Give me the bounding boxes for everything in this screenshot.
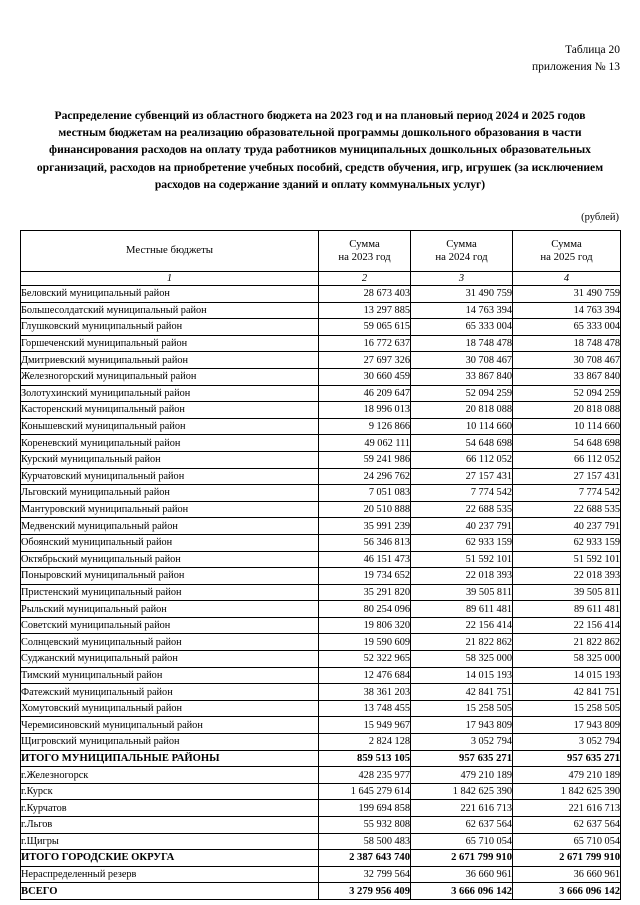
row-value-y1: 7 051 083 <box>319 485 411 502</box>
table-row <box>21 385 621 402</box>
row-value-y3: 65 710 054 <box>513 833 621 850</box>
column-header-2023 <box>319 231 411 272</box>
row-value-y1: 52 322 965 <box>319 651 411 668</box>
column-header-2025-line1: Сумма <box>551 237 582 250</box>
row-label: г.Щигры <box>21 833 319 850</box>
row-label: г.Железногорск <box>21 767 319 784</box>
column-number-row <box>21 272 621 286</box>
table-row <box>21 418 621 435</box>
row-label: Большесолдатский муниципальный район <box>21 302 319 319</box>
row-value-y3: 20 818 088 <box>513 402 621 419</box>
row-label: Глушковский муниципальный район <box>21 319 319 336</box>
column-header-2024-line2: на 2024 год <box>435 251 488 263</box>
row-label: Мантуровский муниципальный район <box>21 501 319 518</box>
row-value-y1: 16 772 637 <box>319 335 411 352</box>
row-value-y1: 2 387 643 740 <box>319 850 411 867</box>
row-value-y1: 32 799 564 <box>319 866 411 883</box>
table-row <box>21 783 621 800</box>
row-value-y1: 35 291 820 <box>319 584 411 601</box>
row-label: Октябрьский муниципальный район <box>21 551 319 568</box>
table-row <box>21 667 621 684</box>
row-value-y3: 66 112 052 <box>513 451 621 468</box>
row-value-y2: 66 112 052 <box>411 451 513 468</box>
row-label: Курский муниципальный район <box>21 451 319 468</box>
row-value-y1: 1 645 279 614 <box>319 783 411 800</box>
table-row <box>21 651 621 668</box>
row-value-y2: 39 505 811 <box>411 584 513 601</box>
table-row <box>21 817 621 834</box>
row-label: Фатежский муниципальный район <box>21 684 319 701</box>
row-value-y1: 9 126 866 <box>319 418 411 435</box>
row-value-y2: 65 333 004 <box>411 319 513 336</box>
row-value-y2: 30 708 467 <box>411 352 513 369</box>
row-value-y3: 10 114 660 <box>513 418 621 435</box>
row-label: Горшеченский муниципальный район <box>21 335 319 352</box>
row-value-y1: 428 235 977 <box>319 767 411 784</box>
row-value-y1: 13 297 885 <box>319 302 411 319</box>
table-row <box>21 451 621 468</box>
row-value-y2: 21 822 862 <box>411 634 513 651</box>
row-value-y2: 2 671 799 910 <box>411 850 513 867</box>
column-number-3: 3 <box>411 272 513 286</box>
row-value-y2: 58 325 000 <box>411 651 513 668</box>
row-label: Тимский муниципальный район <box>21 667 319 684</box>
row-value-y3: 39 505 811 <box>513 584 621 601</box>
row-label: г.Курчатов <box>21 800 319 817</box>
row-value-y3: 22 688 535 <box>513 501 621 518</box>
table-row <box>21 319 621 336</box>
table-row <box>21 518 621 535</box>
table-row <box>21 800 621 817</box>
row-value-y3: 18 748 478 <box>513 335 621 352</box>
row-value-y1: 28 673 403 <box>319 286 411 303</box>
row-value-y2: 14 015 193 <box>411 667 513 684</box>
row-value-y2: 7 774 542 <box>411 485 513 502</box>
row-label: Пристенский муниципальный район <box>21 584 319 601</box>
row-value-y1: 46 209 647 <box>319 385 411 402</box>
table-row <box>21 700 621 717</box>
column-header-name-label: Местные бюджеты <box>125 244 214 257</box>
row-value-y1: 27 697 326 <box>319 352 411 369</box>
row-label: Советский муниципальный район <box>21 617 319 634</box>
column-header-2025-line2: на 2025 год <box>540 251 593 263</box>
budget-table <box>20 230 621 900</box>
row-value-y3: 22 018 393 <box>513 568 621 585</box>
row-value-y3: 27 157 431 <box>513 468 621 485</box>
row-value-y2: 52 094 259 <box>411 385 513 402</box>
table-row <box>21 684 621 701</box>
row-value-y3: 58 325 000 <box>513 651 621 668</box>
row-label: Нераспределенный резерв <box>21 866 319 883</box>
table-row <box>21 302 621 319</box>
page-title: Распределение субвенций из областного бюджета на 2023 год и на плановый период 2024 и 2025 годов местным бюджетам на реализацию образовательной программы дошкольного образования в части финансирования расходов на оплату труда работников муниципальных дошкольных образовательных организаций, расходов на приобретение учебных пособий, средств обучения, игр, игрушек (за исключением расходов на содержание зданий и оплату коммунальных услуг) <box>36 109 604 191</box>
row-label: Конышевский муниципальный район <box>21 418 319 435</box>
row-value-y1: 30 660 459 <box>319 368 411 385</box>
row-value-y1: 59 241 986 <box>319 451 411 468</box>
row-value-y3: 22 156 414 <box>513 617 621 634</box>
row-value-y2: 36 660 961 <box>411 866 513 883</box>
row-label: Медвенский муниципальный район <box>21 518 319 535</box>
row-label: Курчатовский муниципальный район <box>21 468 319 485</box>
row-value-y2: 33 867 840 <box>411 368 513 385</box>
row-value-y1: 80 254 096 <box>319 601 411 618</box>
row-label: Хомутовский муниципальный район <box>21 700 319 717</box>
row-value-y2: 1 842 625 390 <box>411 783 513 800</box>
row-value-y3: 17 943 809 <box>513 717 621 734</box>
row-label: ИТОГО МУНИЦИПАЛЬНЫЕ РАЙОНЫ <box>21 750 319 767</box>
appendix-number: приложения № 13 <box>532 61 620 73</box>
row-label: Золотухинский муниципальный район <box>21 385 319 402</box>
row-value-y2: 957 635 271 <box>411 750 513 767</box>
row-value-y2: 221 616 713 <box>411 800 513 817</box>
row-value-y2: 20 818 088 <box>411 402 513 419</box>
table-row <box>21 501 621 518</box>
row-value-y2: 40 237 791 <box>411 518 513 535</box>
row-value-y2: 17 943 809 <box>411 717 513 734</box>
column-header-2024 <box>411 231 513 272</box>
table-row <box>21 601 621 618</box>
row-value-y2: 3 666 096 142 <box>411 883 513 900</box>
table-body <box>21 286 621 900</box>
table-row <box>21 767 621 784</box>
table-row <box>21 286 621 303</box>
table-row <box>21 435 621 452</box>
row-value-y1: 56 346 813 <box>319 534 411 551</box>
row-label: Поныровский муниципальный район <box>21 568 319 585</box>
row-value-y3: 14 015 193 <box>513 667 621 684</box>
row-label: Черемисиновский муниципальный район <box>21 717 319 734</box>
row-label: Обоянский муниципальный район <box>21 534 319 551</box>
row-label: ВСЕГО <box>21 883 319 900</box>
row-label: г.Льгов <box>21 817 319 834</box>
row-value-y2: 62 637 564 <box>411 817 513 834</box>
table-row <box>21 850 621 867</box>
table-row <box>21 468 621 485</box>
row-value-y1: 20 510 888 <box>319 501 411 518</box>
row-value-y3: 89 611 481 <box>513 601 621 618</box>
row-value-y2: 51 592 101 <box>411 551 513 568</box>
table-head <box>21 231 621 286</box>
row-label: Кореневский муниципальный район <box>21 435 319 452</box>
row-value-y1: 19 734 652 <box>319 568 411 585</box>
row-value-y3: 479 210 189 <box>513 767 621 784</box>
table-row <box>21 402 621 419</box>
row-value-y3: 33 867 840 <box>513 368 621 385</box>
row-value-y3: 62 933 159 <box>513 534 621 551</box>
row-value-y3: 3 052 794 <box>513 734 621 751</box>
units-note: (рублей) <box>581 212 619 223</box>
table-number: Таблица 20 <box>565 44 620 56</box>
column-number-1: 1 <box>21 272 319 286</box>
column-header-2024-line1: Сумма <box>446 237 477 250</box>
row-value-y2: 3 052 794 <box>411 734 513 751</box>
row-value-y3: 15 258 505 <box>513 700 621 717</box>
table-row <box>21 335 621 352</box>
table-row <box>21 883 621 900</box>
row-value-y3: 3 666 096 142 <box>513 883 621 900</box>
row-value-y2: 22 018 393 <box>411 568 513 585</box>
row-value-y3: 2 671 799 910 <box>513 850 621 867</box>
column-number-4: 4 <box>513 272 621 286</box>
row-label: Суджанский муниципальный район <box>21 651 319 668</box>
row-value-y3: 957 635 271 <box>513 750 621 767</box>
row-value-y1: 24 296 762 <box>319 468 411 485</box>
row-value-y2: 89 611 481 <box>411 601 513 618</box>
row-value-y2: 62 933 159 <box>411 534 513 551</box>
row-value-y3: 30 708 467 <box>513 352 621 369</box>
row-label: Льговский муниципальный район <box>21 485 319 502</box>
table-row <box>21 617 621 634</box>
row-value-y2: 22 156 414 <box>411 617 513 634</box>
row-value-y1: 59 065 615 <box>319 319 411 336</box>
table-row <box>21 750 621 767</box>
column-header-2025 <box>513 231 621 272</box>
table-row <box>21 485 621 502</box>
row-value-y3: 62 637 564 <box>513 817 621 834</box>
row-value-y2: 14 763 394 <box>411 302 513 319</box>
column-header-2023-line1: Сумма <box>349 237 380 250</box>
row-value-y1: 55 932 808 <box>319 817 411 834</box>
row-value-y2: 479 210 189 <box>411 767 513 784</box>
row-value-y1: 49 062 111 <box>319 435 411 452</box>
table-row <box>21 368 621 385</box>
row-value-y2: 27 157 431 <box>411 468 513 485</box>
row-value-y1: 19 806 320 <box>319 617 411 634</box>
row-value-y3: 7 774 542 <box>513 485 621 502</box>
row-value-y2: 65 710 054 <box>411 833 513 850</box>
row-value-y1: 38 361 203 <box>319 684 411 701</box>
row-value-y1: 199 694 858 <box>319 800 411 817</box>
row-value-y2: 54 648 698 <box>411 435 513 452</box>
row-value-y1: 58 500 483 <box>319 833 411 850</box>
row-value-y2: 22 688 535 <box>411 501 513 518</box>
row-value-y1: 35 991 239 <box>319 518 411 535</box>
row-value-y2: 31 490 759 <box>411 286 513 303</box>
row-value-y2: 15 258 505 <box>411 700 513 717</box>
row-label: Железногорский муниципальный район <box>21 368 319 385</box>
budget-table-wrapper <box>20 230 620 900</box>
row-value-y1: 15 949 967 <box>319 717 411 734</box>
table-row <box>21 866 621 883</box>
row-value-y3: 36 660 961 <box>513 866 621 883</box>
row-value-y3: 51 592 101 <box>513 551 621 568</box>
row-value-y1: 2 824 128 <box>319 734 411 751</box>
row-label: Рыльский муниципальный район <box>21 601 319 618</box>
row-label: Солнцевский муниципальный район <box>21 634 319 651</box>
table-row <box>21 833 621 850</box>
row-value-y3: 54 648 698 <box>513 435 621 452</box>
row-value-y3: 42 841 751 <box>513 684 621 701</box>
row-value-y1: 18 996 013 <box>319 402 411 419</box>
column-header-2023-line2: на 2023 год <box>338 251 391 263</box>
row-value-y3: 52 094 259 <box>513 385 621 402</box>
row-value-y3: 65 333 004 <box>513 319 621 336</box>
row-label: Беловский муниципальный район <box>21 286 319 303</box>
table-row <box>21 352 621 369</box>
row-value-y1: 19 590 609 <box>319 634 411 651</box>
row-label: ИТОГО ГОРОДСКИЕ ОКРУГА <box>21 850 319 867</box>
row-value-y2: 18 748 478 <box>411 335 513 352</box>
row-value-y3: 40 237 791 <box>513 518 621 535</box>
row-value-y1: 12 476 684 <box>319 667 411 684</box>
row-value-y1: 859 513 105 <box>319 750 411 767</box>
row-value-y3: 221 616 713 <box>513 800 621 817</box>
table-row <box>21 551 621 568</box>
header-row <box>21 231 621 272</box>
row-label: Касторенский муниципальный район <box>21 402 319 419</box>
row-value-y2: 10 114 660 <box>411 418 513 435</box>
row-label: Щигровский муниципальный район <box>21 734 319 751</box>
column-header-name <box>21 231 319 272</box>
table-row <box>21 568 621 585</box>
row-value-y1: 13 748 455 <box>319 700 411 717</box>
row-value-y1: 3 279 956 409 <box>319 883 411 900</box>
row-label: Дмитриевский муниципальный район <box>21 352 319 369</box>
table-row <box>21 717 621 734</box>
table-row <box>21 534 621 551</box>
row-value-y3: 14 763 394 <box>513 302 621 319</box>
column-number-2: 2 <box>319 272 411 286</box>
table-row <box>21 634 621 651</box>
table-row <box>21 734 621 751</box>
row-label: г.Курск <box>21 783 319 800</box>
row-value-y2: 42 841 751 <box>411 684 513 701</box>
row-value-y1: 46 151 473 <box>319 551 411 568</box>
row-value-y3: 1 842 625 390 <box>513 783 621 800</box>
table-row <box>21 584 621 601</box>
row-value-y3: 21 822 862 <box>513 634 621 651</box>
row-value-y3: 31 490 759 <box>513 286 621 303</box>
document-reference <box>532 42 620 76</box>
